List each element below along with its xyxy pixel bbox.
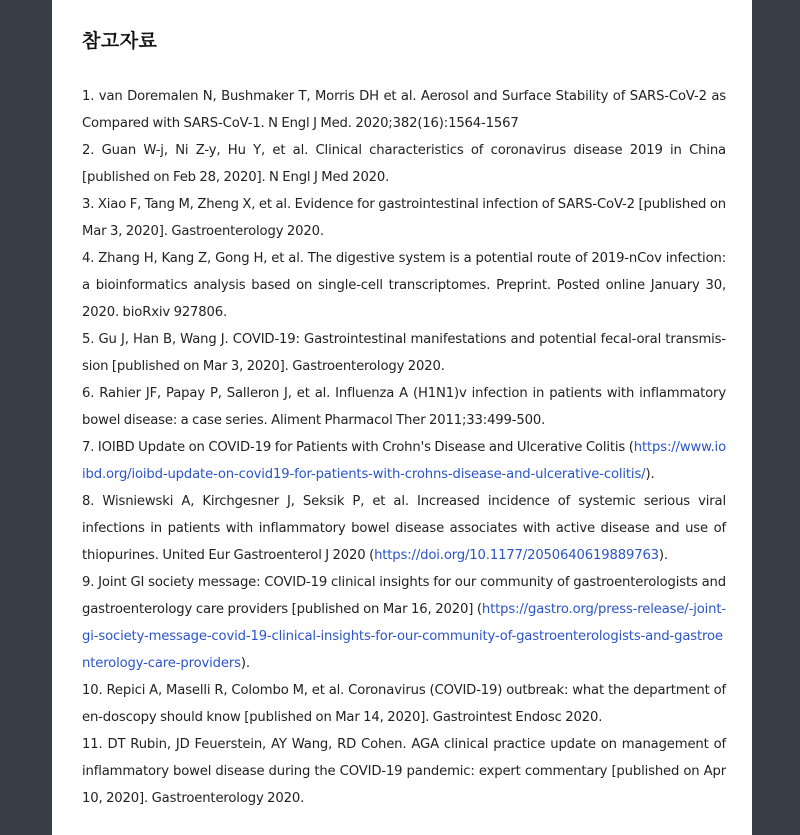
reference-item bbox=[82, 488, 726, 569]
reference-suffix: ). bbox=[645, 467, 655, 482]
reference-link[interactable]: https://gastro.org/press-release/-joint-gi-society-message-covid-19-clinical-insights-for-our-community-of-gastroenterologists-and-gastroenterology-care-providers bbox=[82, 602, 726, 671]
reference-list bbox=[82, 83, 726, 812]
reference-item bbox=[82, 326, 726, 380]
reference-item bbox=[82, 569, 726, 677]
reference-text: 1. van Doremalen N, Bushmaker T, Morris DH et al. Aerosol and Surface Stability of SARS-CoV-2 as Compared with SARS-CoV-1. N Engl J Med. 2020;382(16):1564-1567 bbox=[82, 89, 726, 131]
reference-text: 3. Xiao F, Tang M, Zheng X, et al. Evidence for gastrointestinal infection of SARS-CoV-2 [published on Mar 3, 2020]. Gastroenterology 2020. bbox=[82, 197, 726, 239]
reference-link[interactable]: https://www.ioibd.org/ioibd-update-on-covid19-for-patients-with-crohns-disease-and-ulcerative-colitis/ bbox=[82, 440, 726, 482]
reference-item bbox=[82, 380, 726, 434]
reference-item bbox=[82, 191, 726, 245]
document-page bbox=[52, 0, 752, 835]
reference-text: 9. Joint GI society message: COVID-19 clinical insights for our community of gastroenterologists and gastroenterology care providers [published on Mar 16, 2020] ( bbox=[82, 575, 726, 617]
reference-text: 11. DT Rubin, JD Feuerstein, AY Wang, RD Cohen. AGA clinical practice update on management of inflammatory bowel disease during the COVID-19 pandemic: expert commentary [published on Apr 10, 2020]. Gastroenterology 2020. bbox=[82, 737, 726, 806]
reference-link[interactable]: https://doi.org/10.1177/2050640619889763 bbox=[374, 548, 659, 563]
reference-item bbox=[82, 137, 726, 191]
reference-item bbox=[82, 731, 726, 812]
reference-text: 8. Wisniewski A, Kirchgesner J, Seksik P, et al. Increased incidence of systemic serious viral infections in patients with inflammatory bowel disease associates with active disease and use of thiopurines. United Eur Gastroenterol J 2020 ( bbox=[82, 494, 726, 563]
reference-item bbox=[82, 83, 726, 137]
reference-text: 5. Gu J, Han B, Wang J. COVID-19: Gastrointestinal manifestations and potential fecal-oral transmis-sion [published on Mar 3, 2020]. Gastroenterology 2020. bbox=[82, 332, 726, 374]
reference-text: 2. Guan W-j, Ni Z-y, Hu Y, et al. Clinical characteristics of coronavirus disease 2019 in China [published on Feb 28, 2020]. N Engl J Med 2020. bbox=[82, 143, 726, 185]
reference-text: 4. Zhang H, Kang Z, Gong H, et al. The digestive system is a potential route of 2019-nCov infection: a bioinformatics analysis based on single-cell transcriptomes. Preprint. Posted online January 30, 2020. bioRxiv 927806. bbox=[82, 251, 726, 320]
reference-suffix: ). bbox=[658, 548, 668, 563]
reference-text: 7. IOIBD Update on COVID-19 for Patients with Crohn's Disease and Ulcerative Colitis ( bbox=[82, 440, 634, 455]
reference-text: 6. Rahier JF, Papay P, Salleron J, et al. Influenza A (H1N1)v infection in patients with inflammatory bowel disease: a case series. Aliment Pharmacol Ther 2011;33:499-500. bbox=[82, 386, 726, 428]
reference-item bbox=[82, 677, 726, 731]
reference-item bbox=[82, 434, 726, 488]
reference-text: 10. Repici A, Maselli R, Colombo M, et al. Coronavirus (COVID-19) outbreak: what the department of en-doscopy should know [published on Mar 14, 2020]. Gastrointest Endosc 2020. bbox=[82, 683, 726, 725]
page-title: 참고자료 bbox=[82, 30, 158, 52]
reference-item bbox=[82, 245, 726, 326]
reference-suffix: ). bbox=[240, 656, 250, 671]
